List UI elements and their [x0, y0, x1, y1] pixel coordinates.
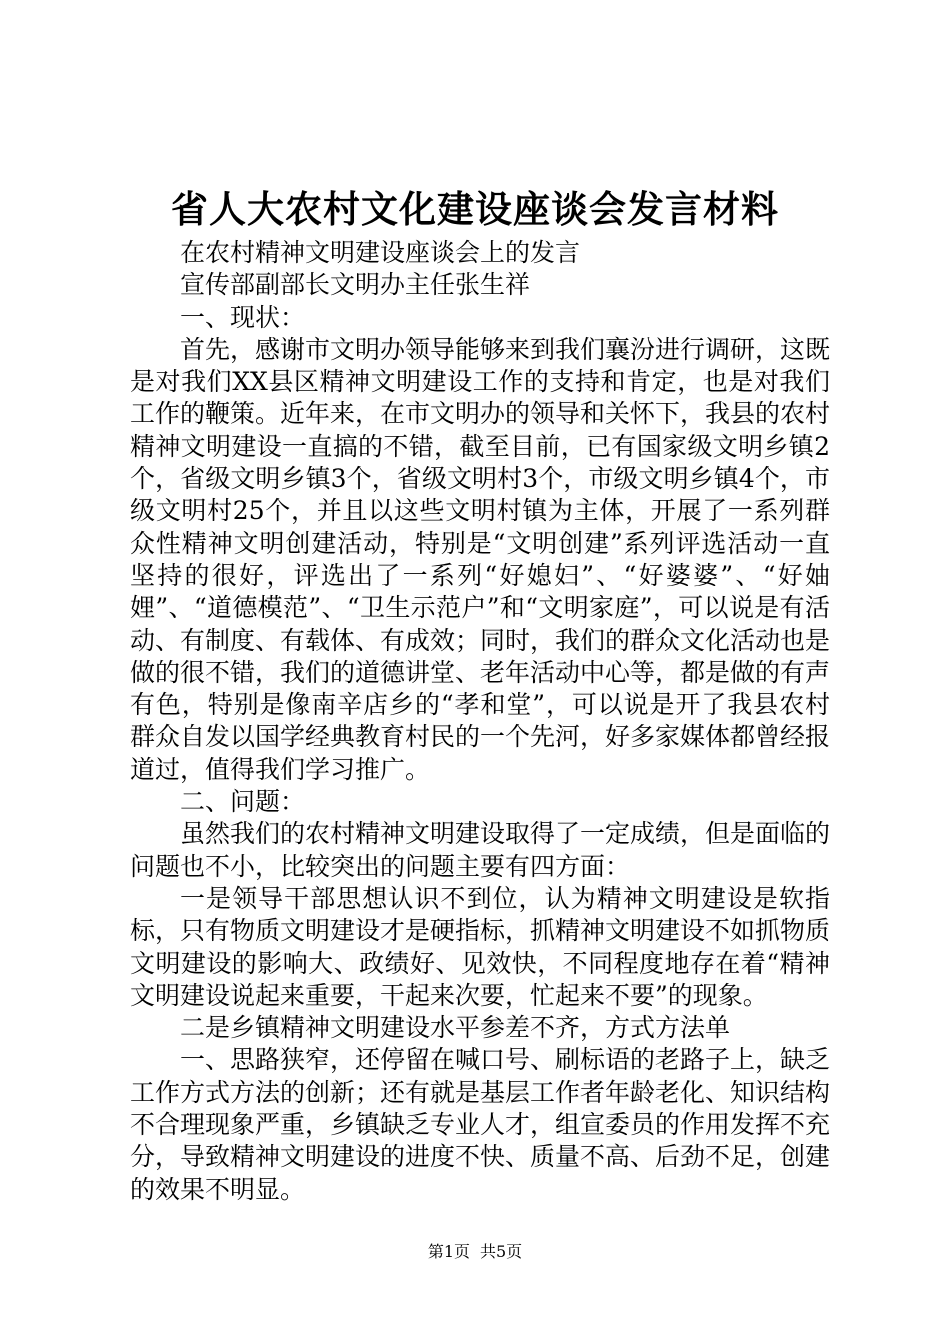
paragraph-status: 首先，感谢市文明办领导能够来到我们襄汾进行调研，这既是对我们XX县区精神文明建设工作的支持和肯定，也是对我们工作的鞭策。近年来，在市文明办的领导和关怀下，我县的农村精神文明建设一直搞的不错，截至目前，已有国家级文明乡镇2个，省级文明乡镇3个，省级文明村3个，市级文明乡镇4个，市级文明村25个，并且以这些文明村镇为主体，开展了一系列群众性精神文明创建活动，特别是“文明创建”系列评选活动一直坚持的很好，评选出了一系列“好媳妇”、“好婆婆”、“好妯娌”、“道德模范”、“卫生示范户”和“文明家庭”，可以说是有活动、有制度、有载体、有成效；同时，我们的群众文化活动也是做的很不错，我们的道德讲堂、老年活动中心等，都是做的有声有色，特别是像南辛店乡的“孝和堂”，可以说是开了我县农村群众自发以国学经典教育村民的一个先河，好多家媒体都曾经报道过，值得我们学习推广。	[130, 334, 831, 784]
section-heading-problems: 二、问题：	[180, 787, 306, 817]
document-title: 省人大农村文化建设座谈会发言材料	[171, 187, 779, 231]
document-body	[130, 237, 830, 1206]
paragraph-problem-two-detail: 一、思路狭窄，还停留在喊口号、刷标语的老路子上，缺乏工作方式方法的创新；还有就是基层工作者年龄老化、知识结构不合理现象严重，乡镇缺乏专业人才，组宣委员的作用发挥不充分，导致精神文明建设的进度不快、质量不高、后劲不足，创建的效果不明显。	[130, 1045, 831, 1204]
page-number: 第1页	[427, 1242, 470, 1261]
paragraph-speaker: 宣传部副部长文明办主任张生祥	[180, 270, 531, 300]
page-total: 共5页	[480, 1242, 523, 1261]
paragraph-problem-two: 二是乡镇精神文明建设水平参差不齐，方式方法单	[180, 1013, 731, 1043]
paragraph-problem-one: 一是领导干部思想认识不到位，认为精神文明建设是软指标，只有物质文明建设才是硬指标，抓精神文明建设不如抓物质文明建设的影响大、政绩好、见效快，不同程度地存在着“精神文明建设说起来重要，干起来次要，忙起来不要”的现象。	[130, 883, 831, 1010]
paragraph-occasion: 在农村精神文明建设座谈会上的发言	[180, 238, 581, 267]
paragraph-problems-intro: 虽然我们的农村精神文明建设取得了一定成绩，但是面临的问题也不小，比较突出的问题主要有四方面：	[130, 819, 831, 881]
page-footer	[0, 1242, 950, 1262]
section-heading-status: 一、现状：	[180, 302, 306, 332]
